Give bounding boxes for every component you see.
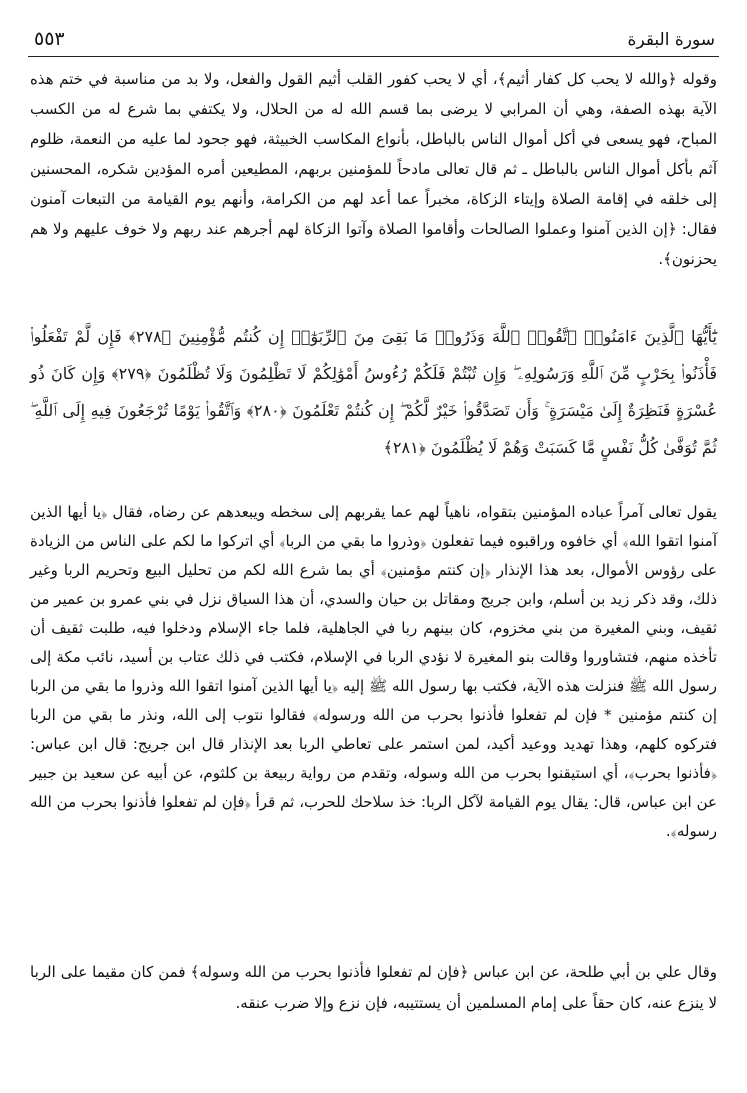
commentary-paragraph-1: وقوله ﴿والله لا يحب كل كفار أثيم﴾، أي لا يحب كفور القلب أثيم القول والفعل، ولا بد من مناسبة في ختم هذه الآية بهذه الصفة، وهي أن المرابي لا يرضى بما قسم الله له من الحلال، ولا يكتفي بما شرع له من الكسب المباح، فهو يسعى في أكل أموال الناس بالباطل، بأنواع المكاسب الخبيثة، فهو جحود لما عليه من النعمة، ظلوم آثم بأكل أموال الناس بالباطل ـ ثم قال تعالى مادحاً للمؤمنين بربهم، المطيعين أمره المؤدين شكره، المحسنين إلى خلقه في إقامة الصلاة وإيتاء الزكاة، مخبراً عما أعد لهم من الكرامة، وأنهم يوم القيامة من التبعات آمنون فقال: ﴿إن الذين آمنوا وعملوا الصالحات وأقاموا الصلاة وآتوا الزكاة لهم أجرهم عند ربهم ولا خوف عليهم ولا هم يحزنون﴾. [30,70,717,268]
commentary-paragraph-3: وقال علي بن أبي طلحة، عن ابن عباس ﴿فإن لم تفعلوا فأذنوا بحرب من الله وسوله﴾ فمن كان مقيما على الربا لا ينزع عنه، كان حقاً على إمام المسلمين أن يستتيبه، فإن نزع وإلا ضرب عنقه. [30,963,717,1012]
surah-title: سورة البقرة [627,30,715,50]
page-number: ٥٥٣ [34,28,65,50]
page-header [28,26,719,57]
commentary-paragraph-2: يقول تعالى آمراً عباده المؤمنين بتقواه، ناهياً لهم عما يقربهم إلى سخطه ويبعدهم عن رضاه، فقال ﴿يا أيها الذين آمنوا اتقوا الله﴾ أي خافوه وراقبوه فيما تفعلون ﴿وذروا ما بقي من الربا﴾ أي اتركوا ما لكم على الناس من الزيادة على رؤوس الأموال، بعد هذا الإنذار ﴿إن كنتم مؤمنين﴾ أي بما شرع الله لكم من تحليل البيع وتحريم الربا وغير ذلك، وقد ذكر زيد بن أسلم، وابن جريج ومقاتل بن حيان والسدي، أن هذا السياق نزل في بني عمرو بن عمير من ثقيف، وبني المغيرة من بني مخزوم، كان بينهم ربا في الجاهلية، فلما جاء الإسلام ودخلوا فيه، طلبت ثقيف أن تأخذه منهم، فتشاوروا وقالت بنو المغيرة لا نؤدي الربا في الإسلام، فكتب في ذلك عتاب بن أسيد، نائب مكة إلى رسول الله ﷺ فنزلت هذه الآية، فكتب بها رسول الله ﷺ إليه ﴿يا أيها الذين آمنوا اتقوا الله وذروا ما بقي من الربا إن كنتم مؤمنين * فإن لم تفعلوا فأذنوا بحرب من الله ورسوله﴾ فقالوا نتوب إلى الله، ونذر ما بقي من الربا فتركوه كلهم، وهذا تهديد ووعيد أكيد، لمن استمر على تعاطي الربا بعد الإنذار قال ابن جريج: قال ابن عباس: ﴿فأذنوا بحرب﴾، أي استيقنوا بحرب من الله وسوله، وتقدم من رواية ربيعة بن كلثوم، عن أبيه عن سعيد بن جبير عن ابن عباس، قال: يقال يوم القيامة لآكل الربا: خذ سلاحك للحرب، ثم قرأ ﴿فإن لم تفعلوا فأذنوا بحرب من الله رسوله﴾. [30,503,717,840]
quran-verses: يَٰٓأَيُّهَا ٱلَّذِينَ ءَامَنُوا۟ ٱتَّقُوا۟ ٱللَّهَ وَذَرُوا۟ مَا بَقِىَ مِنَ ٱلرِّبَوٰٓا۟ إِن كُنتُم مُّؤْمِنِينَ ﴿٢٧٨﴾ فَإِن لَّمْ تَفْعَلُوا۟ فَأْذَنُوا۟ بِحَرْبٍ مِّنَ ٱللَّهِ وَرَسُولِهِۦ ۖ وَإِن تُبْتُمْ فَلَكُمْ رُءُوسُ أَمْوَٰلِكُمْ لَا تَظْلِمُونَ وَلَا تُظْلَمُونَ ﴿٢٧٩﴾ وَإِن كَانَ ذُو عُسْرَةٍ فَنَظِرَةٌ إِلَىٰ مَيْسَرَةٍ ۚ وَأَن تَصَدَّقُوا۟ خَيْرٌ لَّكُمْ ۖ إِن كُنتُمْ تَعْلَمُونَ ﴿٢٨٠﴾ وَٱتَّقُوا۟ يَوْمًا تُرْجَعُونَ فِيهِ إِلَى ٱللَّهِ ۖ ثُمَّ تُوَفَّىٰ كُلُّ نَفْسٍ مَّا كَسَبَتْ وَهُمْ لَا يُظْلَمُونَ ﴿٢٨١﴾ [30,327,717,457]
